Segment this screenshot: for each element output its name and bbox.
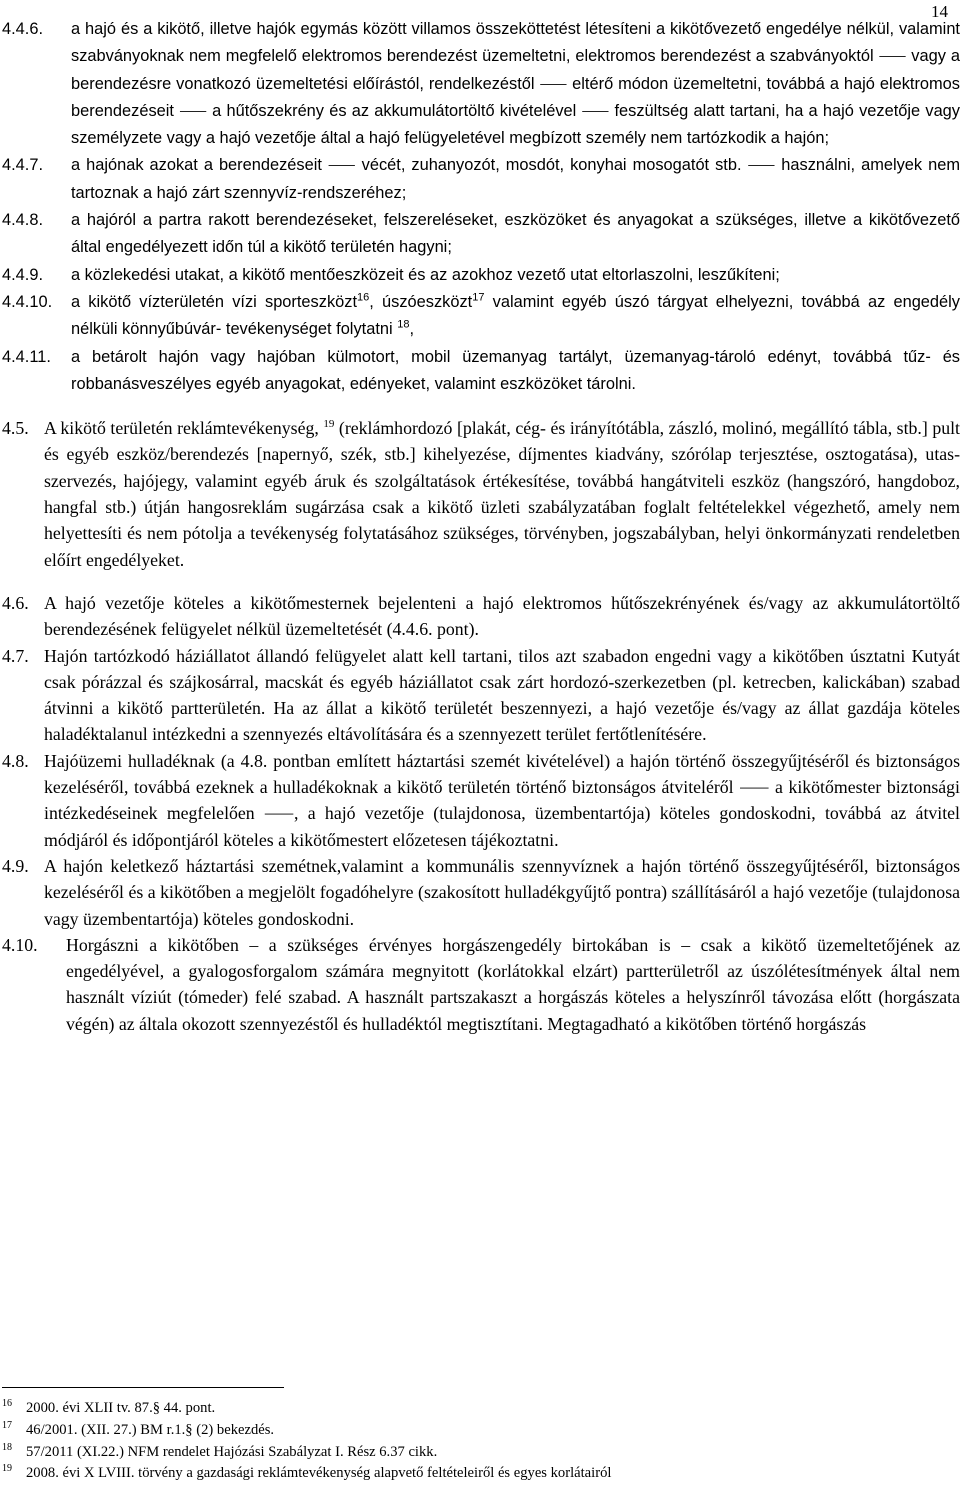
item-number: 4.6. bbox=[2, 592, 29, 613]
item-text: Horgászni a kikötőben – a szükséges érvényes horgászengedély birtokában is – csak a kikötő üzemeltetőjének az engedélyével, a gyalogosforgalom számára megnyitott (korlátokkal elzárt) partterületről az úszólétesítmények által nem használt víziút (tómeder) felé szabad. A használt partszakaszt a horgászás köteles a helyszínről távozása előtt (horgászata végén) az általa okozott szennyezéstől és hulladéktól megtisztítani. Megtagadható a kikötőben történő horgászás bbox=[66, 934, 960, 1034]
item-number: 4.4.8. bbox=[2, 211, 44, 230]
footnote-ref-16[interactable]: 16 bbox=[357, 291, 370, 304]
item-number: 4.4.6. bbox=[2, 20, 44, 38]
item-text: a betárolt hajón vagy hajóban külmotort, mobil üzemanyag tartályt, üzemanyag-tároló edényt, továbbá tűz- és robbanásveszélyes egyéb anyagokat, edényeket, valamint eszközöket tárolni. bbox=[71, 347, 960, 393]
footnote-ref-19[interactable]: 19 bbox=[323, 418, 335, 431]
item-text: a hajónak azokat a berendezéseit ⸺ vécét, zuhanyozót, mosdót, konyhai mosogatót stb. ⸺ használni, amelyek nem tartoznak a hajó zárt szennyvíz-rendszeréhez; bbox=[71, 156, 960, 202]
document-body bbox=[0, 16, 960, 1037]
item-text: A hajón keletkező háztartási szemétnek,valamint a kommunális szennyvíznek a hajón történő összegyűjtéséről, biztonságos kezeléséről és a kikötőben a megjelölt fogadóhelyre (szakosított hulladékgyűjtő pontra) szállításáról a hajó vezetője (tulajdonosa vagy üzembentartója) köteles gondoskodni. bbox=[44, 855, 960, 929]
paragraph-4-6 bbox=[0, 590, 960, 643]
list-item-4-4-10 bbox=[0, 289, 960, 344]
item-text bbox=[65, 289, 960, 344]
footnote-ref-18[interactable]: 18 bbox=[397, 318, 410, 331]
page-number: 14 bbox=[931, 2, 948, 21]
item-number: 4.4.10. bbox=[2, 292, 53, 311]
footnotes bbox=[2, 1398, 942, 1485]
text-segment: (reklámhordozó [plakát, cég- és irányítótábla, zászló, molinó, megállító tábla, stb.] pult és egyéb eszköz/berendezés [napernyő, szék, stb.] kihelyezése, díjmentes kiadvány, szórólap terjesztése, osztogatása), utas-szervezés, hajójegy, valamint egyéb áruk és szolgáltatások értékesítése, továbbá hangátviteli eszköz (hangszóró, hangdoboz, hangfal stb.) útján hangosreklám sugárzása csak a kikötő üzleti szabályzatában foglalt feltételekkel végezhető, amely nem helyettesíti és nem pótolja a tevékenység folytatásához szükséges, törvényben, jogszabályban, helyi önkormányzati rendeletben előírt engedélyeket. bbox=[44, 418, 960, 570]
item-number: 4.7. bbox=[2, 645, 29, 666]
text-segment: , bbox=[409, 320, 415, 339]
paragraph-4-7 bbox=[0, 643, 960, 748]
list-item-4-4-7 bbox=[0, 152, 960, 207]
footnote-text: 2008. évi X LVIII. törvény a gazdasági reklámtevékenység alapvető feltételeiről és egyes korlátairól bbox=[26, 1465, 612, 1482]
item-text: Hajón tartózkodó háziállatot állandó felügyelet alatt kell tartani, tilos azt szabadon engedni vagy a kikötőben úsztatni Kutyát csak pórázzal és szájkosárral, macskát és egyéb háziállatot csak zárt hordozó-szerkezetben (pl. ketrecben, kalickában) szabad átvinni a kikötő partterületén. Ha az állat a kikötő területét beszennyezi, a hajó vezetője és/vagy az állat gazdája köteles haladéktalanul intézkedni a szennyezés eltávolítására és a szennyezett terület fertőtlenítésére. bbox=[44, 645, 960, 745]
footnote-separator bbox=[2, 1387, 284, 1388]
item-text: a közlekedési utakat, a kikötő mentőeszközeit és az azokhoz vezető utat eltorlaszolni, leszűkíteni; bbox=[71, 265, 780, 284]
footnote-text: 46/2001. (XII. 27.) BM r.1.§ (2) bekezdés. bbox=[26, 1421, 275, 1438]
item-text bbox=[38, 415, 960, 573]
footnote-19 bbox=[2, 1463, 942, 1485]
paragraph-4-8 bbox=[0, 748, 960, 853]
footnote-text: 57/2011 (XI.22.) NFM rendelet Hajózási Szabályzat I. Rész 6.37 cikk. bbox=[26, 1443, 438, 1460]
footnote-ref-17[interactable]: 17 bbox=[472, 291, 485, 304]
list-item-4-4-8 bbox=[0, 207, 960, 262]
item-number: 4.4.9. bbox=[2, 265, 44, 284]
paragraph-4-5 bbox=[0, 415, 960, 573]
item-text: Hajóüzemi hulladéknak (a 4.8. pontban említett háztartási szemét kivételével) a hajón történő összegyűjtéséről és biztonságos kezeléséről, továbbá ezeknek a hulladékoknak a kikötő területén történő biztonságos átviteléről ⸺ a kikötőmester biztonsági intézkedéseinek megfelelően ⸺, a hajó vezetője (tulajdonosa, üzembentartója) köteles gondoskodni, továbbá az átvitel módjáról és időpontjáról köteles a kikötőmestert előzetesen tájékoztatni. bbox=[44, 750, 960, 850]
item-number: 4.10. bbox=[2, 934, 38, 955]
item-number: 4.4.7. bbox=[2, 156, 44, 175]
footnote-mark: 18 bbox=[2, 1441, 12, 1453]
item-number: 4.5. bbox=[2, 418, 29, 439]
text-segment: , úszóeszközt bbox=[369, 292, 473, 311]
footnote-text: 2000. évi XLII tv. 87.§ 44. pont. bbox=[26, 1400, 216, 1416]
item-number: 4.9. bbox=[2, 855, 29, 876]
footnote-mark: 16 bbox=[2, 1398, 12, 1410]
item-text: A hajó vezetője köteles a kikötőmesternek bejelenteni a hajó elektromos hűtőszekrényének és/vagy az akkumulátortöltő berendezésének felügyelet nélkül üzemeltetését (4.4.6. pont). bbox=[44, 592, 960, 640]
text-segment: valamint egyéb úszó tárgyat elhelyezni, továbbá az engedély nélküli könnyűbúvár- tevékenységet folytatni bbox=[71, 292, 960, 339]
list-item-4-4-6 bbox=[0, 16, 960, 152]
text-segment: a kikötő vízterületén vízi sporteszközt bbox=[71, 292, 358, 311]
footnote-mark: 19 bbox=[2, 1463, 12, 1475]
text-segment: A kikötő területén reklámtevékenység, bbox=[44, 418, 319, 439]
footnote-16 bbox=[2, 1398, 942, 1420]
paragraph-4-10 bbox=[0, 932, 960, 1037]
footnote-17 bbox=[2, 1420, 942, 1442]
item-text: a hajóról a partra rakott berendezéseket, felszereléseket, eszközöket és anyagokat a szükséges, illetve a kikötővezető által engedélyezett időn túl a kikötő területén hagyni; bbox=[71, 211, 960, 257]
item-text: a hajó és a kikötő, illetve hajók egymás között villamos összeköttetést létesíteni a kikötővezető engedélye nélkül, valamint szabványoknak nem megfelelő elektromos berendezést üzemeltetni, elektromos berendezést a szabványoktól ⸺ vagy a berendezésre vonatkozó üzemeltetési előírástól, rendelkezéstől ⸺ eltérő módon üzemeltetni, továbbá a hajó elektromos berendezéseit ⸺ a hűtőszekrény és az akkumulátortöltő kivételével ⸺ feszültség alatt tartani, ha a hajó vezetője vagy személyzete vagy a hajó vezetője által a hajó felügyeletével megbízott személy nem tartózkodik a hajón; bbox=[71, 20, 960, 148]
list-item-4-4-11 bbox=[0, 344, 960, 399]
list-item-4-4-9 bbox=[0, 262, 960, 289]
item-number: 4.4.11. bbox=[2, 347, 51, 366]
paragraph-4-9 bbox=[0, 853, 960, 932]
footnote-18 bbox=[2, 1442, 942, 1464]
item-number: 4.8. bbox=[2, 750, 29, 771]
footnote-mark: 17 bbox=[2, 1419, 12, 1431]
